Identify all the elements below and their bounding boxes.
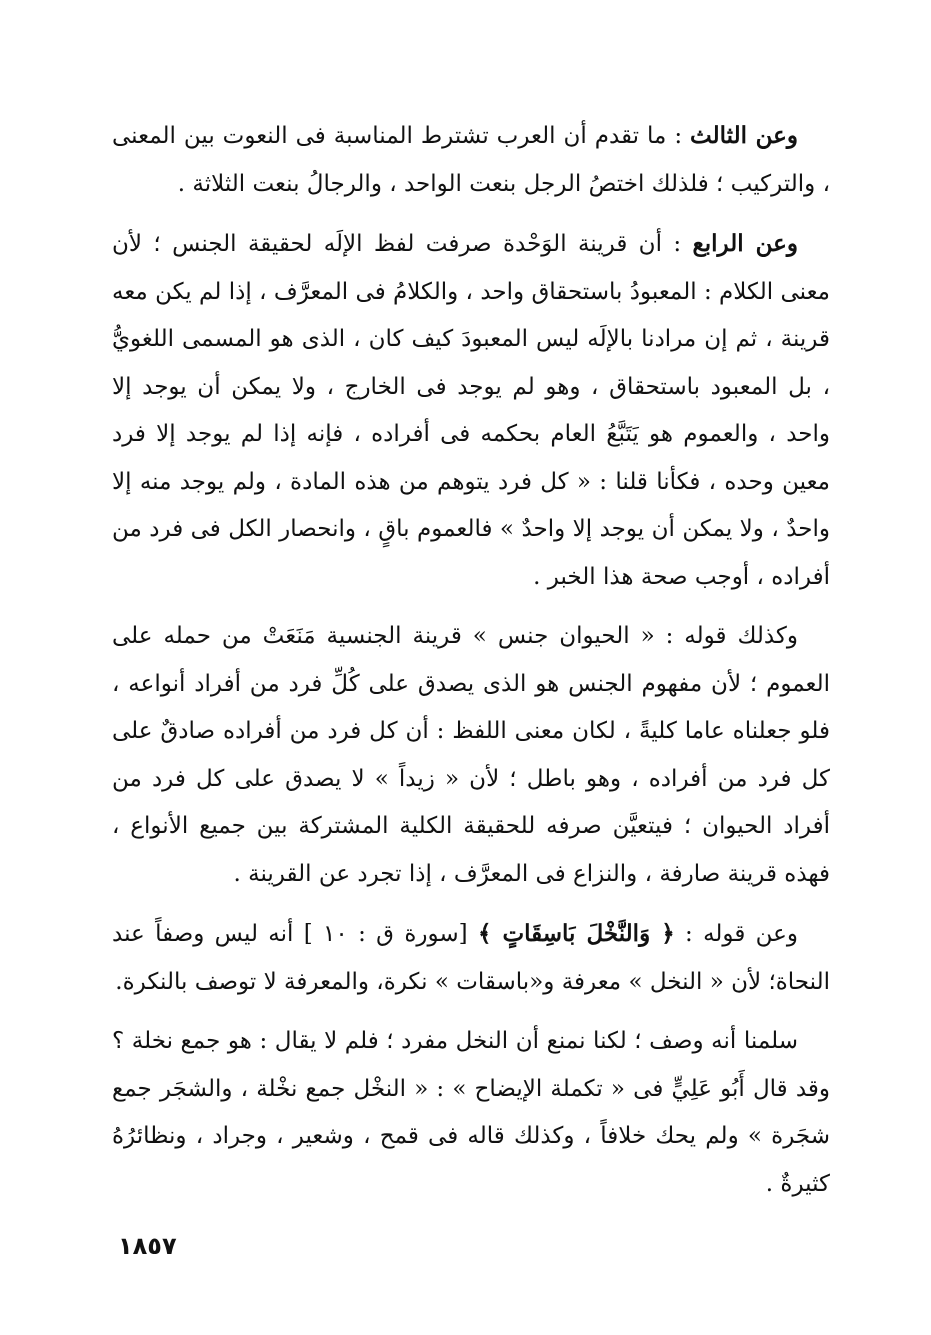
paragraph-fourth-reply [112, 220, 830, 601]
paragraph-concession [112, 1018, 830, 1208]
paragraph-text-after: [سورة ق : ١٠ ] أنه ليس وصفاً عند النحاة؛ لأن « النخل » معرفة و«باسقات » نكرة، والمعرفة لا توصف بالنكرة. [112, 921, 830, 995]
paragraph-third-reply [112, 112, 830, 208]
paragraph-text: : ما تقدم أن العرب تشترط المناسبة فى النعوت بين المعنى ، والتركيب ؛ فلذلك اختصُ الرجل بنعت الواحد ، والرجالُ بنعت الثلاثة . [112, 123, 830, 197]
paragraph-palm-verse [112, 910, 830, 1006]
paragraph-lead: وعن الثالث [690, 122, 798, 149]
paragraph-text: : أن قرينة الوَحْدة صرفت لفظ الإلَه لحقيقة الجنس ؛ لأن معنى الكلام : المعبودُ باستحقاق واحد ، والكلامُ فى المعرَّف ، إذا لم يكن معه قرينة ، ثم إن مرادنا بالإلَه ليس المعبودَ كيف كان ، الذى هو المسمى اللغويُّ ، بل المعبود باستحقاق ، وهو لم يوجد فى الخارج ، ولا يمكن أن يوجد إلا واحد ، والعموم هو يَتَبَّعُ العام بحكمه فى أفراده ، فإنه إذا لم يوجد إلا فرد معين وحده ، فكأنا قلنا : « كل فرد يتوهم من هذه المادة ، ولم يوجد منه إلا واحدٌ ، ولا يمكن أن يوجد إلا واحدٌ » فالعموم باقٍ ، وانحصار الكل فى فرد من أفراده ، أوجب صحة هذا الخبر . [112, 231, 830, 590]
quran-quote: ﴿ وَالنَّخْلَ بَاسِقَاتٍ ﴾ [477, 920, 675, 947]
document-body [112, 112, 830, 1220]
paragraph-text-before: وعن قوله : [674, 921, 798, 947]
paragraph-text: وكذلك قوله : « الحيوان جنس » قرينة الجنسية مَنَعَتْ من حمله على العموم ؛ لأن مفهوم الجنس هو الذى يصدق على كُلِّ فرد من أفراد أنواعه ، فلو جعلناه عاما كليةً ، لكان معنى اللفظ : أن كل فرد من أفراده صادقٌ على كل فرد من أفراده ، وهو باطل ؛ لأن « زيداً » لا يصدق على كل فرد من أفراد الحيوان ؛ فيتعيَّن صرفه للحقيقة الكلية المشتركة بين جميع الأنواع ، فهذه قرينة صارفة ، والنزاع فى المعرَّف ، إذا تجرد عن القرينة . [112, 623, 830, 887]
paragraph-lead: وعن الرابع [692, 230, 798, 257]
page-number: ١٨٥٧ [118, 1232, 177, 1260]
paragraph-animal-genus [112, 613, 830, 898]
paragraph-text: سلمنا أنه وصف ؛ لكنا نمنع أن النخل مفرد ؛ فلم لا يقال : هو جمع نخلة ؟ وقد قال أَبُو عَلِيٍّ فى « تكملة الإيضاح » : « النخْل جمع نخْلة ، والشجَر جمع شجَرة » ولم يحك خلافاً ، وكذلك قاله فى قمح ، وشعير ، وجراد ، ونظائرُهُ كثيرةٌ . [112, 1028, 830, 1197]
